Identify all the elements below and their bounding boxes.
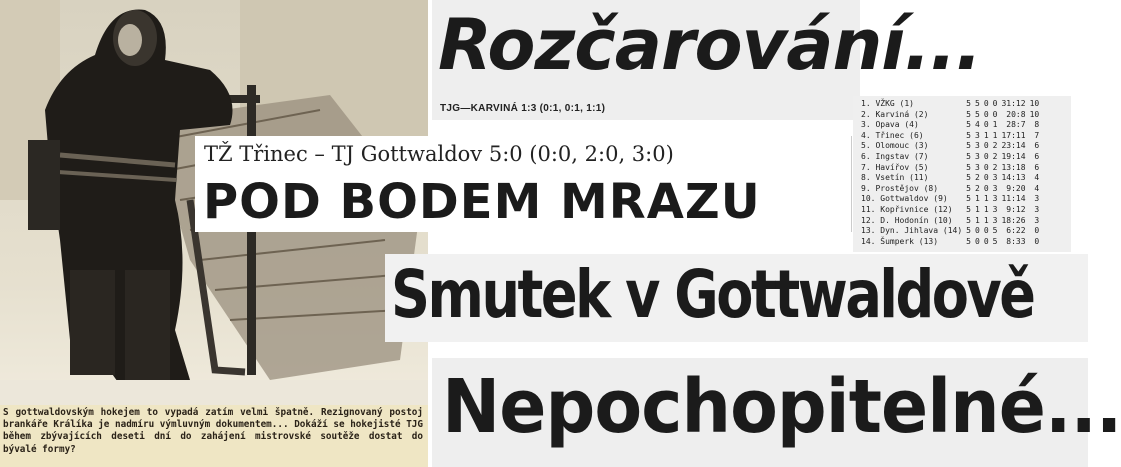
standings-wins: 4 <box>974 120 980 130</box>
standings-losses: 3 <box>992 215 998 225</box>
table-row <box>859 120 1041 131</box>
standings-games: 5 <box>966 236 971 246</box>
standings-wins: 0 <box>974 226 980 236</box>
standings-draws: 0 <box>983 120 989 130</box>
standings-table <box>859 99 1041 247</box>
standings-score: 8:33 <box>1006 236 1026 246</box>
standings-points: 6 <box>1034 151 1040 161</box>
standings-draws: 1 <box>983 215 989 225</box>
standings-games: 5 <box>966 109 971 119</box>
standings-draws: 1 <box>983 204 989 214</box>
photo-caption: S gottwaldovským hokejem to vypadá zatím velmi špatně. Rezignovaný postoj brankáře Králíka je nadmíru výmluvným dokumentem... Dokáží se hokejisté TJG během zbývajících deseti dní do zahájení mistrovské soutěže dostat do bývalé formy? <box>3 407 423 455</box>
standings-losses: 0 <box>992 109 998 119</box>
standings-wins: 3 <box>974 141 980 151</box>
standings-draws: 0 <box>983 236 989 246</box>
standings-team: 5. Olomouc (3) <box>861 141 929 151</box>
headline-rozcarovani: Rozčarování... <box>438 4 982 86</box>
standings-team: 7. Havířov (5) <box>861 162 929 172</box>
headline-clipping-2 <box>195 136 852 232</box>
standings-points: 8 <box>1034 120 1040 130</box>
standings-losses: 0 <box>992 99 998 108</box>
table-row <box>859 216 1041 227</box>
standings-wins: 1 <box>974 204 980 214</box>
standings-games: 5 <box>966 173 971 183</box>
headline-pod-bodem-mrazu: POD BODEM MRAZU <box>203 174 761 230</box>
standings-losses: 1 <box>992 130 998 140</box>
standings-wins: 5 <box>974 99 980 108</box>
standings-team: 11. Kopřivnice (12) <box>861 204 953 214</box>
standings-games: 5 <box>966 151 971 161</box>
standings-draws: 1 <box>983 130 989 140</box>
standings-draws: 0 <box>983 151 989 161</box>
standings-points: 10 <box>1029 99 1040 108</box>
standings-team: 12. D. Hodonín (10) <box>861 215 953 225</box>
standings-points: 3 <box>1034 204 1040 214</box>
standings-team: 6. Ingstav (7) <box>861 151 929 161</box>
standings-score: 19:14 <box>1001 151 1026 161</box>
standings-team: 9. Prostějov (8) <box>861 183 939 193</box>
standings-points: 3 <box>1034 194 1040 204</box>
standings-draws: 0 <box>983 162 989 172</box>
standings-team: 3. Opava (4) <box>861 120 919 130</box>
standings-team: 14. Šumperk (13) <box>861 236 939 246</box>
standings-score: 13:18 <box>1001 162 1026 172</box>
standings-team: 2. Karviná (2) <box>861 109 929 119</box>
standings-score: 9:12 <box>1006 204 1026 214</box>
standings-score: 14:13 <box>1001 173 1026 183</box>
standings-losses: 3 <box>992 173 998 183</box>
standings-points: 4 <box>1034 173 1040 183</box>
standings-wins: 2 <box>974 183 980 193</box>
headline-clipping-4 <box>432 358 1121 467</box>
headline-clipping-1 <box>432 0 982 100</box>
standings-points: 6 <box>1034 141 1040 151</box>
standings-wins: 2 <box>974 173 980 183</box>
standings-games: 5 <box>966 120 971 130</box>
table-row <box>859 184 1041 195</box>
standings-score: 31:12 <box>1001 99 1026 108</box>
standings-score: 20:8 <box>1006 109 1026 119</box>
standings-points: 6 <box>1034 162 1040 172</box>
standings-games: 5 <box>966 226 971 236</box>
standings-wins: 0 <box>974 236 980 246</box>
standings-draws: 0 <box>983 141 989 151</box>
headline-nepochopitelne: Nepochopitelné... <box>442 364 1121 450</box>
standings-draws: 0 <box>983 226 989 236</box>
score-clipping-1 <box>432 98 857 120</box>
table-row <box>859 110 1041 121</box>
standings-wins: 1 <box>974 215 980 225</box>
standings-score: 9:20 <box>1006 183 1026 193</box>
standings-losses: 5 <box>992 236 998 246</box>
standings-draws: 0 <box>983 183 989 193</box>
standings-games: 5 <box>966 141 971 151</box>
standings-score: 17:11 <box>1001 130 1026 140</box>
match-subheadline-trinec-gottwaldov: TŽ Třinec – TJ Gottwaldov 5:0 (0:0, 2:0, 3:0) <box>204 142 674 166</box>
standings-wins: 3 <box>974 162 980 172</box>
standings-games: 5 <box>966 130 971 140</box>
standings-points: 10 <box>1029 109 1040 119</box>
standings-games: 5 <box>966 183 971 193</box>
standings-wins: 5 <box>974 109 980 119</box>
standings-losses: 3 <box>992 204 998 214</box>
standings-points: 7 <box>1034 130 1040 140</box>
standings-team: 10. Gottwaldov (9) <box>861 194 948 204</box>
standings-points: 3 <box>1034 215 1040 225</box>
table-row <box>859 131 1041 142</box>
table-row <box>859 226 1041 237</box>
standings-losses: 5 <box>992 226 998 236</box>
standings-draws: 0 <box>983 173 989 183</box>
standings-games: 5 <box>966 99 971 108</box>
table-row <box>859 152 1041 163</box>
standings-points: 0 <box>1034 236 1040 246</box>
standings-table-clipping <box>853 96 1071 252</box>
standings-score: 6:22 <box>1006 226 1026 236</box>
standings-points: 4 <box>1034 183 1040 193</box>
standings-draws: 0 <box>983 99 989 108</box>
standings-draws: 1 <box>983 194 989 204</box>
table-row <box>859 141 1041 152</box>
photo-clipping <box>0 0 428 467</box>
headline-smutek-v-gottwaldove: Smutek v Gottwaldově <box>391 256 1034 333</box>
table-row <box>859 99 1041 110</box>
standings-team: 4. Třinec (6) <box>861 130 924 140</box>
standings-losses: 3 <box>992 194 998 204</box>
table-row <box>859 173 1041 184</box>
standings-games: 5 <box>966 194 971 204</box>
standings-losses: 2 <box>992 141 998 151</box>
standings-games: 5 <box>966 215 971 225</box>
standings-wins: 3 <box>974 151 980 161</box>
standings-losses: 2 <box>992 162 998 172</box>
standings-team: 13. Dyn. Jihlava (14) <box>861 226 963 236</box>
standings-draws: 0 <box>983 109 989 119</box>
match-score-tjg-karvina: TJG—KARVINÁ 1:3 (0:1, 0:1, 1:1) <box>440 103 606 114</box>
table-row <box>859 205 1041 216</box>
standings-score: 18:26 <box>1001 215 1026 225</box>
standings-games: 5 <box>966 162 971 172</box>
table-row <box>859 194 1041 205</box>
standings-wins: 1 <box>974 194 980 204</box>
standings-losses: 1 <box>992 120 998 130</box>
standings-score: 11:14 <box>1001 194 1026 204</box>
standings-team: 8. Vsetín (11) <box>861 173 929 183</box>
table-row <box>859 163 1041 174</box>
standings-points: 0 <box>1034 226 1040 236</box>
table-row <box>859 237 1041 248</box>
standings-wins: 3 <box>974 130 980 140</box>
headline-clipping-3 <box>385 254 1088 342</box>
standings-losses: 2 <box>992 151 998 161</box>
standings-score: 23:14 <box>1001 141 1026 151</box>
standings-games: 5 <box>966 204 971 214</box>
standings-score: 28:7 <box>1006 120 1026 130</box>
standings-losses: 3 <box>992 183 998 193</box>
standings-team: 1. VŽKG (1) <box>861 99 914 108</box>
